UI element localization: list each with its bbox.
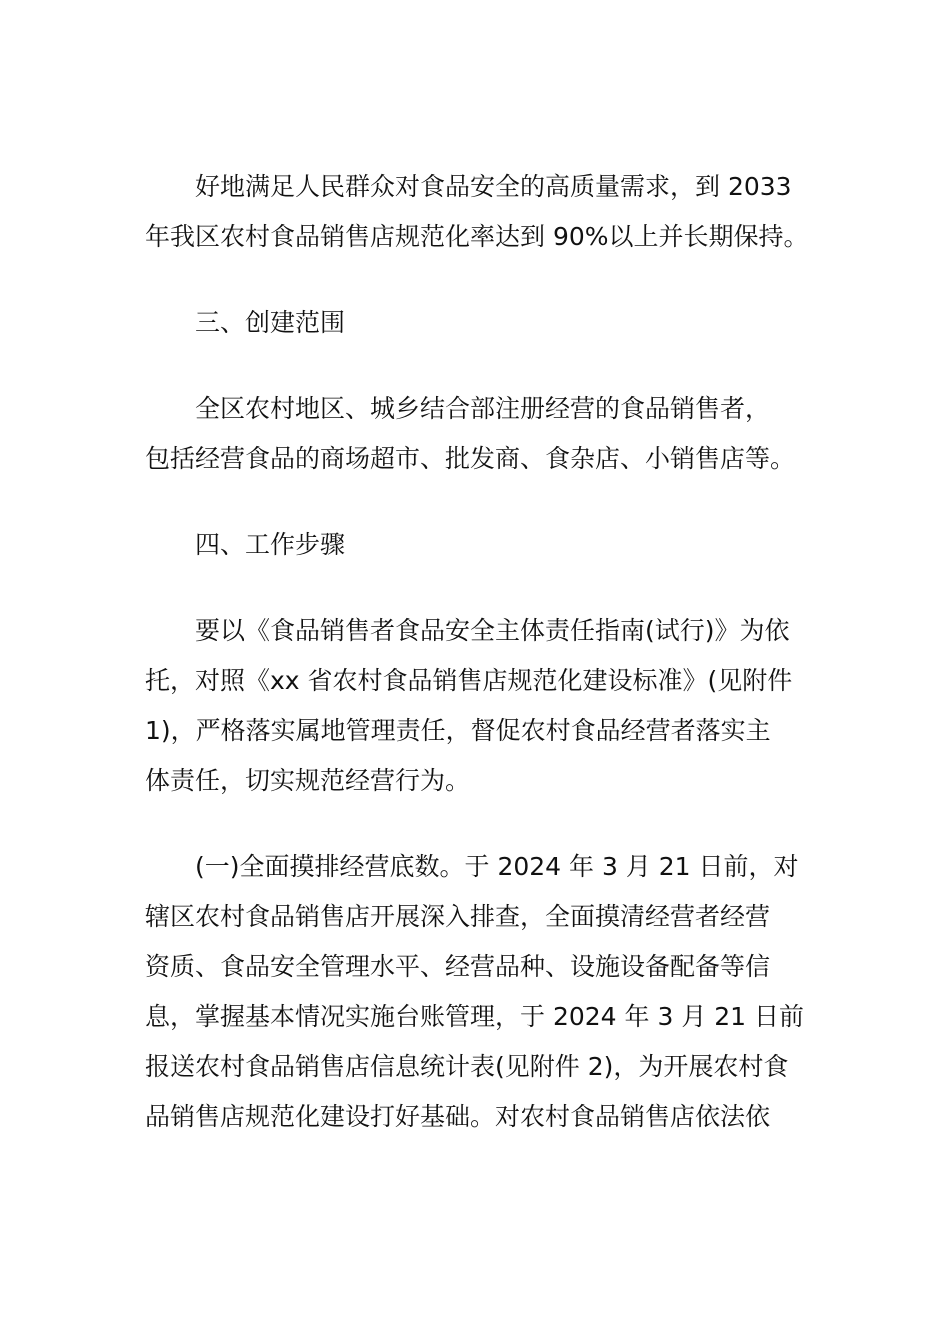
text-line: 辖区农村食品销售店开展深入排查，全面摸清经营者经营 [145, 902, 771, 931]
text-line: 包括经营食品的商场超市、批发商、食杂店、小销售店等。 [145, 444, 796, 473]
paragraph-scope [145, 384, 815, 484]
text-line: 报送农村食品销售店信息统计表(见附件 2)，为开展农村食 [145, 1052, 789, 1081]
text-line: 年我区农村食品销售店规范化率达到 90%以上并长期保持。 [145, 222, 809, 251]
heading-text: 四、工作步骤 [195, 530, 346, 559]
text-line: 资质、食品安全管理水平、经营品种、设施设备配备等信 [145, 952, 771, 981]
text-line: 托，对照《xx 省农村食品销售店规范化建设标准》(见附件 [145, 666, 793, 695]
section-heading-steps [145, 520, 815, 570]
section-heading-scope [145, 298, 815, 348]
text-line: 要以《食品销售者食品安全主体责任指南(试行)》为依 [195, 616, 790, 645]
document-page [145, 162, 815, 1178]
paragraph-steps-intro [145, 606, 815, 806]
text-line: 体责任，切实规范经营行为。 [145, 766, 471, 795]
text-line: 全区农村地区、城乡结合部注册经营的食品销售者， [195, 394, 771, 423]
text-line: (一)全面摸排经营底数。于 2024 年 3 月 21 日前，对 [195, 852, 799, 881]
text-line: 好地满足人民群众对食品安全的高质量需求，到 2033 [195, 172, 792, 201]
text-line: 1)，严格落实属地管理责任，督促农村食品经营者落实主 [145, 716, 771, 745]
text-line: 品销售店规范化建设打好基础。对农村食品销售店依法依 [145, 1102, 771, 1131]
paragraph-step-1 [145, 842, 815, 1142]
heading-text: 三、创建范围 [195, 308, 346, 337]
paragraph-goal [145, 162, 815, 262]
text-line: 息，掌握基本情况实施台账管理，于 2024 年 3 月 21 日前 [145, 1002, 805, 1031]
